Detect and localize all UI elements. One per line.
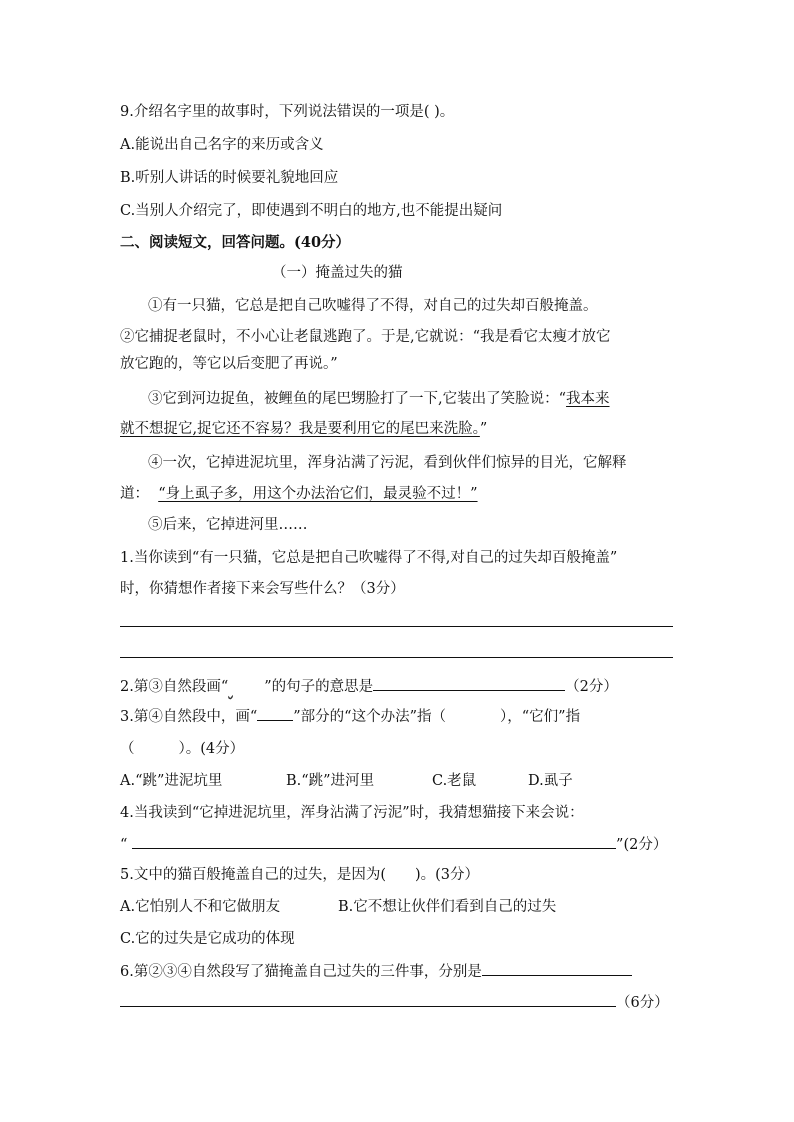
q9-option-b: B.听别人讲话的时候要礼貌地回应 xyxy=(120,170,339,186)
paragraph-3-line-1 xyxy=(148,390,610,408)
section-heading: 二、阅读短文，回答问题。(40分） xyxy=(120,234,351,251)
q3-option-b: B.“跳”进河里 xyxy=(286,773,375,789)
paragraph-4-underlined: “身上虱子多，用这个办法治它们，最灵验不过！” xyxy=(158,486,478,502)
q5-option-c: C.它的过失是它成功的体现 xyxy=(120,931,295,947)
q4-line-1: 4.当我读到“它掉进泥坑里，浑身沾满了污泥”时，我猜想猫接下来会说： xyxy=(120,805,584,821)
q1-line-2: 时，你猜想作者接下来会写些什么？（3分） xyxy=(120,581,405,597)
q4-score: ”(2分） xyxy=(616,837,668,853)
paragraph-2-line-1: ②它捕捉老鼠时，不小心让老鼠逃跑了。于是,它就说：“我是看它太瘦才放它 xyxy=(120,329,611,345)
q1-line-1: 1.当你读到“有一只猫，它总是把自己吹嘘得了不得,对自己的过失却百般掩盖” xyxy=(120,550,618,566)
q6-line-2 xyxy=(120,992,669,1012)
q4-answer-blank[interactable] xyxy=(132,834,616,849)
q3-option-d: D.虱子 xyxy=(528,773,573,789)
q3-option-c: C.老鼠 xyxy=(432,773,477,789)
q3-middle: ”部分的“这个办法”指（ xyxy=(293,709,446,725)
q1-answer-line-2[interactable] xyxy=(120,657,673,658)
q2-middle: ”的句子的意思是 xyxy=(264,679,374,695)
q4-open-quote: “ xyxy=(120,837,128,853)
q2-wavy-mark xyxy=(228,678,264,696)
paragraph-5: ⑤后来，它掉进河里…… xyxy=(148,517,308,533)
q4-line-2 xyxy=(120,834,667,854)
q1-answer-line-1[interactable] xyxy=(120,626,673,627)
q6-line-1 xyxy=(120,961,632,981)
q3-suffix: ），“它们”指 xyxy=(500,709,581,725)
q3-option-a: A.“跳”进泥坑里 xyxy=(120,773,223,789)
passage-title: （一）掩盖过失的猫 xyxy=(272,265,403,281)
q9-option-a: A.能说出自己名字的来历或含义 xyxy=(120,137,324,153)
paragraph-3-line-2 xyxy=(120,420,487,438)
q2-prefix: 2.第③自然段画“ xyxy=(120,679,229,695)
paragraph-3-text: ③它到河边捉鱼，被鲤鱼的尾巴甥脸打了一下,它装出了笑脸说：“ xyxy=(148,391,567,407)
q6-answer-blank-2[interactable] xyxy=(120,992,616,1007)
paragraph-3-underlined-start: 我本来 xyxy=(566,391,610,407)
q3-underline-mark xyxy=(257,708,293,721)
q2-line xyxy=(120,676,618,696)
q2-score: （2分） xyxy=(565,679,618,695)
q5-stem: 5.文中的猫百般掩盖自己的过失，是因为( )。(3分） xyxy=(120,867,480,883)
q3-open: （ xyxy=(120,741,135,757)
q2-answer-blank[interactable] xyxy=(373,676,565,691)
q9-option-c: C.当别人介绍完了，即使遇到不明白的地方,也不能提出疑问 xyxy=(120,203,503,219)
paragraph-4-line-1: ④一次，它掉进泥坑里，浑身沾满了污泥，看到伙伴们惊异的目光，它解释 xyxy=(148,455,627,471)
paragraph-4-line-2 xyxy=(120,485,478,503)
q3-prefix: 3.第④自然段中，画“ xyxy=(120,709,258,725)
paragraph-3-underlined-end: 就不想捉它,捉它还不容易？我是要利用它的尾巴来洗脸。 xyxy=(120,421,480,437)
paragraph-4-lead: 道： xyxy=(120,486,149,502)
q3-close: ）。(4分） xyxy=(178,741,245,757)
paragraph-2-line-2: 放它跑的，等它以后变肥了再说。” xyxy=(120,356,338,372)
q3-line-1 xyxy=(120,708,580,726)
q5-option-a: A.它怕别人不和它做朋友 xyxy=(120,899,281,915)
paragraph-3-close-quote: ” xyxy=(479,421,488,437)
paragraph-1: ①有一只猫，它总是把自己吹嘘得了不得，对自己的过失却百般掩盖。 xyxy=(148,298,598,314)
q6-answer-blank-1[interactable] xyxy=(482,961,632,976)
q6-stem: 6.第②③④自然段写了猫掩盖自己过失的三件事，分别是 xyxy=(120,964,482,980)
q9-stem: 9.介绍名字里的故事时，下列说法错误的一项是( )。 xyxy=(120,104,455,120)
q6-score: （6分） xyxy=(616,995,669,1011)
q5-option-b: B.它不想让伙伴们看到自己的过失 xyxy=(338,899,557,915)
q3-line-2 xyxy=(120,740,244,758)
